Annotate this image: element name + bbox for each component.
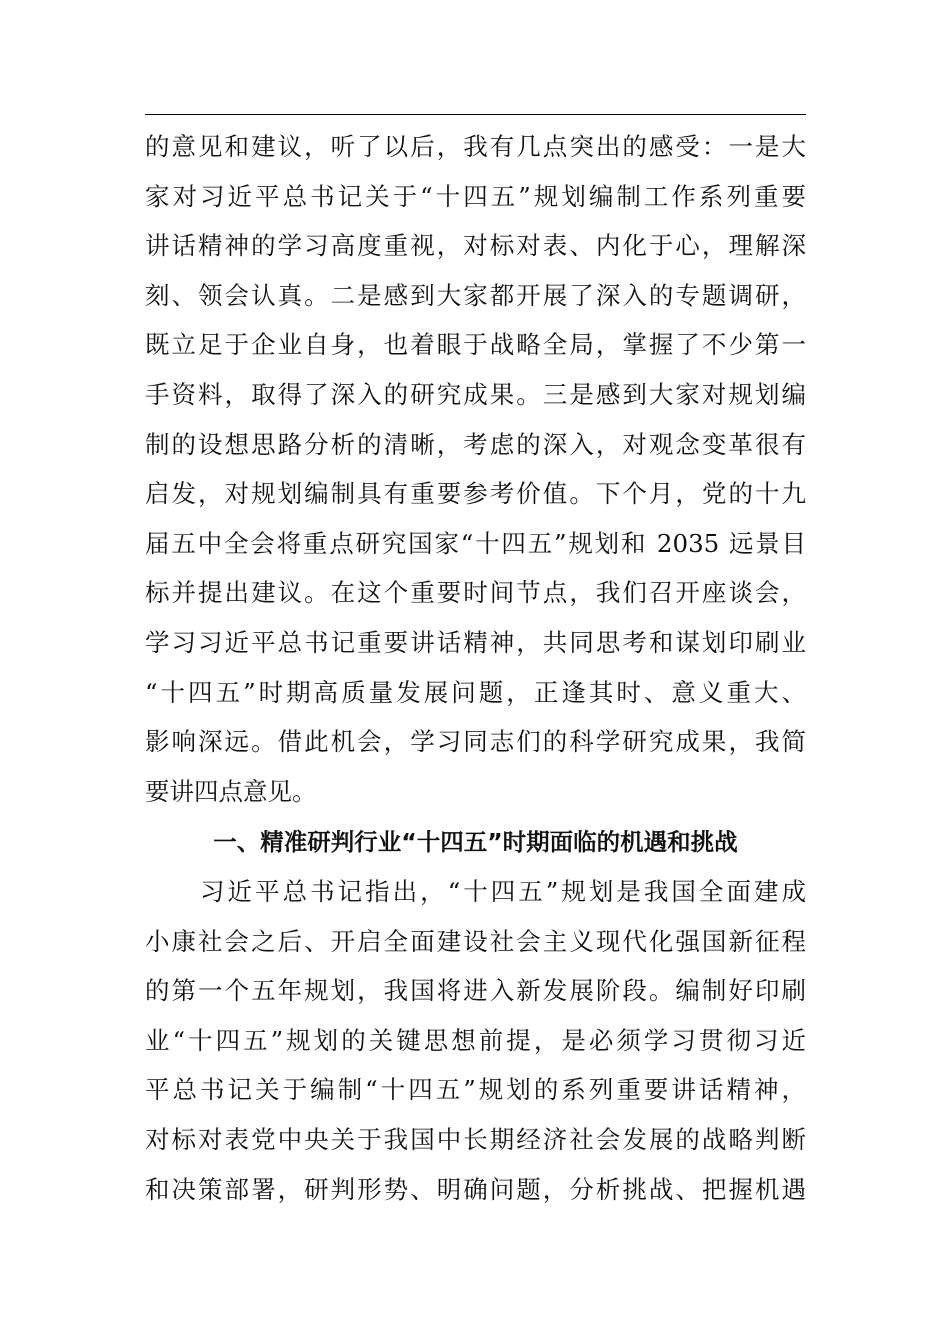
text-line: 的第一个五年规划，我国将进入新发展阶段。编制好印刷 — [145, 976, 806, 1006]
text-line: 小康社会之后、开启全面建设社会主义现代化强国新征程 — [145, 926, 806, 956]
text-line: 习近平总书记指出，“十四五”规划是我国全面建成 — [145, 877, 806, 906]
text-line: 刻、领会认真。二是感到大家都开展了深入的专题调研， — [145, 280, 806, 310]
text-line: 业“十四五”规划的关键思想前提，是必须学习贯彻习近 — [145, 1025, 806, 1055]
text-line: 对标对表党中央关于我国中长期经济社会发展的战略判断 — [145, 1124, 806, 1154]
text-line: 标并提出建议。在这个重要时间节点，我们召开座谈会， — [145, 578, 806, 608]
text-line: 制的设想思路分析的清晰，考虑的深入，对观念变革很有 — [145, 429, 806, 459]
text-line: 届五中全会将重点研究国家“十四五”规划和 2035 远景目 — [145, 528, 806, 558]
text-line: 和决策部署，研判形势、明确问题，分析挑战、把握机遇 — [145, 1174, 806, 1204]
header-rule — [145, 114, 806, 115]
text-line: “十四五”时期高质量发展问题，正逢其时、意义重大、 — [145, 677, 806, 707]
text-line: 影响深远。借此机会，学习同志们的科学研究成果，我简 — [145, 727, 806, 757]
text-line: 既立足于企业自身，也着眼于战略全局，掌握了不少第一 — [145, 330, 806, 360]
body-paragraph-1 — [145, 122, 806, 816]
section-heading: 一、精准研判行业“十四五”时期面临的机遇和挑战 — [213, 828, 738, 856]
body-paragraph-2 — [145, 867, 806, 1214]
text-line: 家对习近平总书记关于“十四五”规划编制工作系列重要 — [145, 181, 806, 211]
text-line: 学习习近平总书记重要讲话精神，共同思考和谋划印刷业 — [145, 627, 806, 657]
text-line: 手资料，取得了深入的研究成果。三是感到大家对规划编 — [145, 379, 806, 409]
text-line: 的意见和建议，听了以后，我有几点突出的感受：一是大 — [145, 132, 806, 161]
text-line: 启发，对规划编制具有重要参考价值。下个月，党的十九 — [145, 479, 806, 509]
text-line: 讲话精神的学习高度重视，对标对表、内化于心，理解深 — [145, 231, 806, 261]
text-line: 平总书记关于编制“十四五”规划的系列重要讲话精神， — [145, 1075, 806, 1105]
text-line: 要讲四点意见。 — [145, 776, 317, 806]
